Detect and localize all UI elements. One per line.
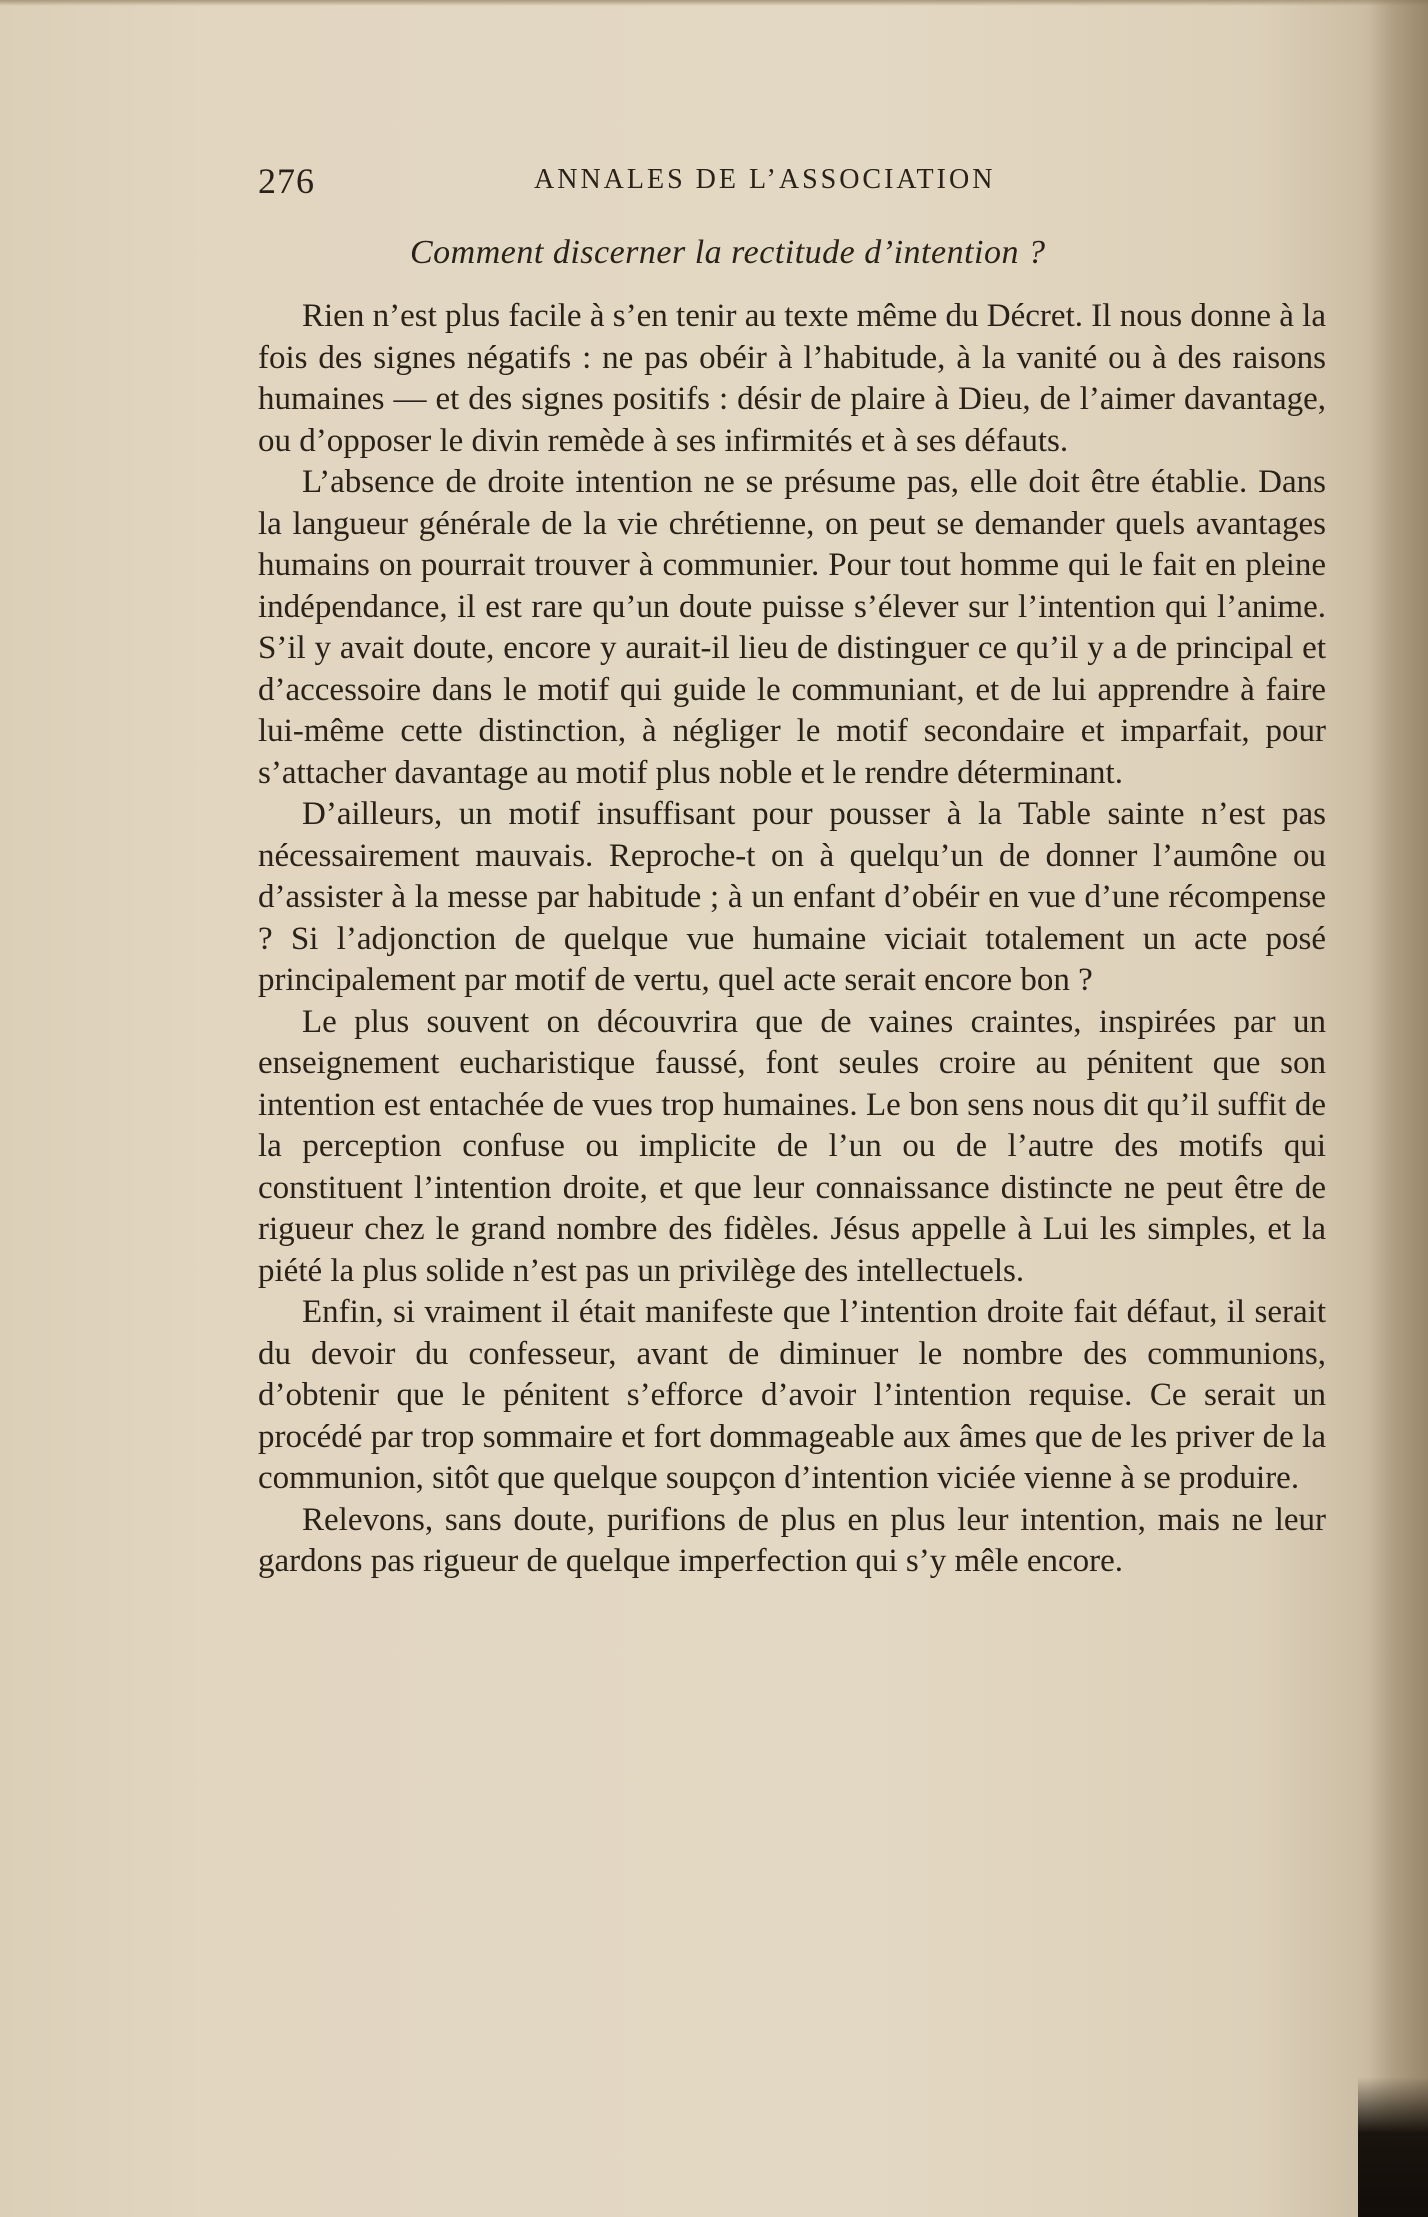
section-title: Comment discerner la rectitude d’intention ? bbox=[410, 234, 1046, 271]
page-corner-shadow bbox=[1358, 2077, 1428, 2217]
paragraph: D’ailleurs, un motif insuffisant pour pousser à la Table sainte n’est pas nécessairement mauvais. Reproche-t on à quelqu’un de donner l’aumône ou d’assister à la messe par habitude ; à un enfant d’obéir en vue d’une récompense ? Si l’adjonction de quelque vue humaine viciait totalement un acte posé principalement par motif de vertu, quel acte serait encore bon ? bbox=[258, 796, 1326, 998]
page-header bbox=[258, 160, 1328, 210]
paragraph: Enfin, si vraiment il était manifeste que l’intention droite fait défaut, il serait du devoir du confesseur, avant de diminuer le nombre des communions, d’obtenir que le pénitent s’efforce d’avoir l’intention requise. Ce serait un procédé par trop sommaire et fort dommageable aux âmes que de les priver de la communion, sitôt que quelque soupçon d’intention viciée vienne à se produire. bbox=[258, 1294, 1326, 1496]
page-gutter-shadow bbox=[1368, 0, 1428, 2217]
paragraph: Relevons, sans doute, purifions de plus en plus leur intention, mais ne leur gardons pas rigueur de quelque imperfection qui s’y mêle encore. bbox=[258, 1501, 1326, 1579]
paragraph: Le plus souvent on découvrira que de vaines craintes, inspirées par un enseignement eucharistique faussé, font seules croire au pénitent que son intention est entachée de vues trop humaines. Le bon sens nous dit qu’il suffit de la perception confuse ou implicite de l’un ou de l’autre des motifs qui constituent l’intention droite, et que leur connaissance distincte ne peut être de rigueur chez le grand nombre des fidèles. Jésus appelle à Lui les simples, et la piété la plus solide n’est pas un privilège des intellectuels. bbox=[258, 1003, 1326, 1289]
body-text bbox=[258, 296, 1326, 1583]
paragraph: L’absence de droite intention ne se présume pas, elle doit être établie. Dans la langueur générale de la vie chrétienne, on peut se demander quels avantages humains on pourrait trouver à communier. Pour tout homme qui le fait en pleine indépendance, il est rare qu’un doute puisse s’élever sur l’intention qui l’anime. S’il y avait doute, encore y aurait-il lieu de distinguer ce qu’il y a de principal et d’accessoire dans le motif qui guide le communiant, et de lui apprendre à faire lui-même cette distinction, à négliger le motif secondaire et imparfait, pour s’attacher davantage au motif plus noble et le rendre déterminant. bbox=[258, 464, 1326, 791]
paragraph: Rien n’est plus facile à s’en tenir au texte même du Décret. Il nous donne à la fois des signes négatifs : ne pas obéir à l’habitude, à la vanité ou à des raisons humaines — et des signes positifs : désir de plaire à Dieu, de l’aimer davantage, ou d’opposer le divin remède à ses infirmités et à ses défauts. bbox=[258, 298, 1326, 459]
running-head: ANNALES DE L’ASSOCIATION bbox=[534, 164, 996, 195]
page-number: 276 bbox=[258, 161, 315, 201]
page-top-edge bbox=[0, 0, 1428, 6]
